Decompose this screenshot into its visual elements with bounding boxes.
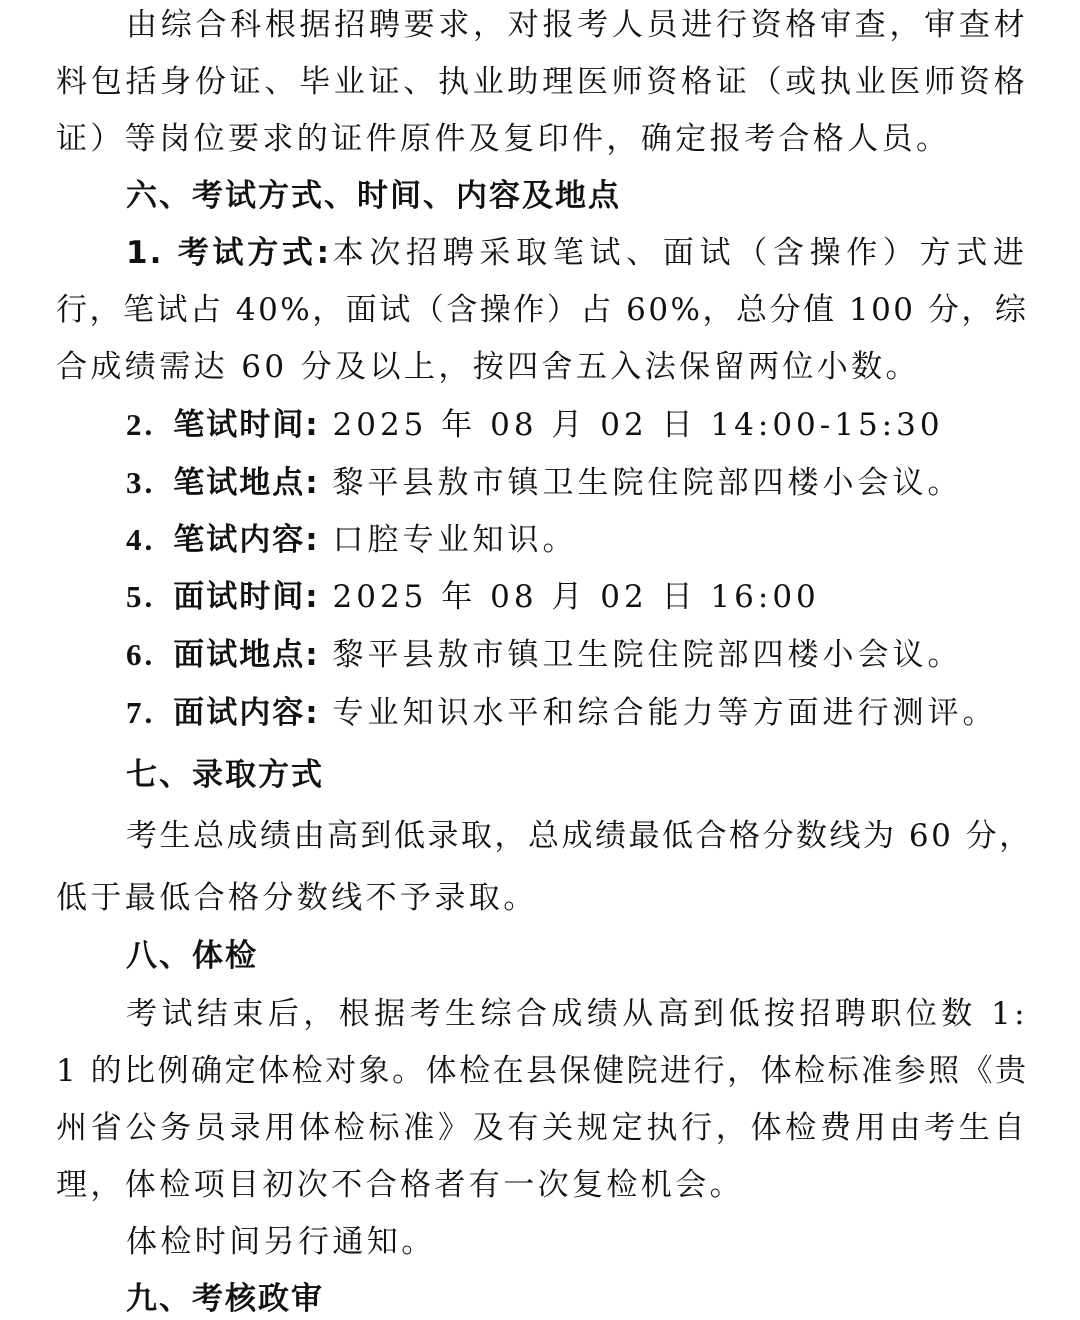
item-label: 笔试时间:: [173, 407, 320, 443]
item-label: 笔试内容:: [173, 522, 320, 558]
text-line: 考试结束后，根据考生综合成绩从高到低按招聘职位数 1:: [126, 996, 1028, 1032]
text-line: 料包括身份证、毕业证、执业助理医师资格证（或执业医师资格: [56, 64, 1028, 100]
text-line: 考生总成绩由高到低录取，总成绩最低合格分数线为 60 分，: [126, 818, 1033, 854]
text-line: 由综合科根据招聘要求，对报考人员进行资格审查，审查材: [126, 7, 1028, 43]
item-number: 2.: [126, 407, 156, 442]
item-label: 面试内容:: [173, 695, 320, 731]
text-line: 1 的比例确定体检对象。体检在县保健院进行，体检标准参照《贵: [56, 1053, 1029, 1089]
item-label: 笔试地点:: [173, 465, 320, 501]
item-exam-method: [126, 233, 1028, 273]
item-written-location: [126, 463, 963, 503]
item-interview-time: [126, 577, 820, 617]
section-heading-6: 六、考试方式、时间、内容及地点: [126, 178, 621, 214]
text-line: 证）等岗位要求的证件原件及复印件，确定报考合格人员。: [56, 121, 951, 157]
item-label: 1. 考试方式:: [126, 235, 331, 271]
text-line: 理，体检项目初次不合格者有一次复检机会。: [56, 1167, 744, 1203]
section-heading-9: 九、考核政审: [126, 1281, 324, 1317]
item-number: 4.: [126, 522, 156, 557]
item-number: 6.: [126, 637, 156, 672]
text-line: 行，笔试占 40%，面试（含操作）占 60%，总分值 100 分，综: [56, 292, 1029, 328]
section-heading-8: 八、体检: [126, 938, 258, 974]
item-number: 5.: [126, 579, 156, 614]
text-line: 合成绩需达 60 分及以上，按四舍五入法保留两位小数。: [56, 349, 920, 385]
item-value: 本次招聘采取笔试、面试（含操作）方式进: [330, 235, 1028, 271]
item-value: 专业知识水平和综合能力等方面进行测评。: [332, 695, 998, 731]
text-line: 州省公务员录用体检标准》及有关规定执行，体检费用由考生自: [56, 1110, 1028, 1146]
item-written-time: [126, 405, 944, 445]
item-interview-content: [126, 693, 998, 733]
item-written-content: [126, 520, 578, 560]
item-value: 黎平县敖市镇卫生院住院部四楼小会议。: [332, 465, 963, 501]
item-value: 2025 年 08 月 02 日 14:00-15:30: [332, 407, 944, 443]
item-label: 面试时间:: [173, 579, 320, 615]
item-label: 面试地点:: [173, 637, 320, 673]
item-number: 3.: [126, 465, 156, 500]
item-value: 黎平县敖市镇卫生院住院部四楼小会议。: [332, 637, 963, 673]
text-line: 低于最低合格分数线不予录取。: [56, 880, 538, 916]
text-line: 体检时间另行通知。: [126, 1224, 436, 1260]
item-number: 7.: [126, 695, 156, 730]
item-interview-location: [126, 635, 963, 675]
section-heading-7: 七、录取方式: [126, 757, 324, 793]
item-value: 2025 年 08 月 02 日 16:00: [332, 579, 820, 615]
item-value: 口腔专业知识。: [332, 522, 578, 558]
